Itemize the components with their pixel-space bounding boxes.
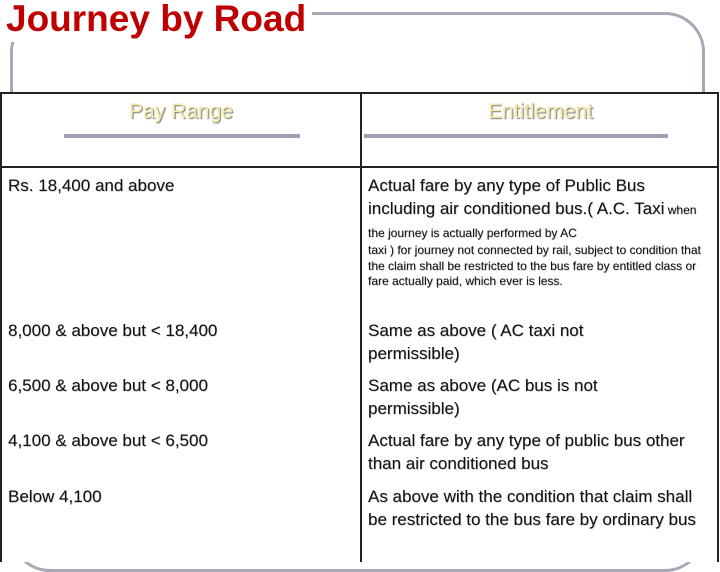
header-underline	[64, 134, 300, 138]
column-divider	[360, 94, 362, 562]
table-row-1-pay-range: Rs. 18,400 and above	[8, 176, 175, 195]
entitlement-small-text: taxi ) for journey not connected by rail, subject to condition that the claim shall be restricted to the bus fare by entitled class or fare actually paid, which ever is less.	[368, 243, 701, 288]
table-row-2-pay-range: 8,000 & above but < 18,400	[8, 321, 218, 340]
table-row-4-pay-range: 4,100 & above but < 6,500	[8, 431, 208, 450]
header-pay-range: Pay Range	[129, 100, 233, 123]
table-row-5-pay-range: Below 4,100	[8, 487, 102, 506]
table-row-1-entitlement	[368, 174, 714, 290]
table-row-5-entitlement: As above with the condition that claim shall be restricted to the bus fare by ordinary bus	[368, 487, 696, 529]
slide-title: Journey by Road	[6, 0, 312, 42]
table-row-2-entitlement: Same as above ( AC taxi not permissible)	[368, 321, 584, 363]
header-underline	[364, 134, 668, 138]
entitlement-small-text: when the journey is actually performed by AC	[368, 203, 697, 240]
table-row-3-pay-range: 6,500 & above but < 8,000	[8, 376, 208, 395]
header-entitlement: Entitlement	[487, 100, 594, 123]
table-row-3-entitlement: Same as above (AC bus is not permissible)	[368, 376, 598, 418]
entitlement-text: Actual fare by any type of Public Bus including air conditioned bus.( A.C. Taxi	[368, 176, 665, 218]
row-divider	[2, 166, 717, 168]
entitlement-table	[0, 92, 719, 562]
table-row-4-entitlement: Actual fare by any type of public bus other than air conditioned bus	[368, 431, 685, 473]
